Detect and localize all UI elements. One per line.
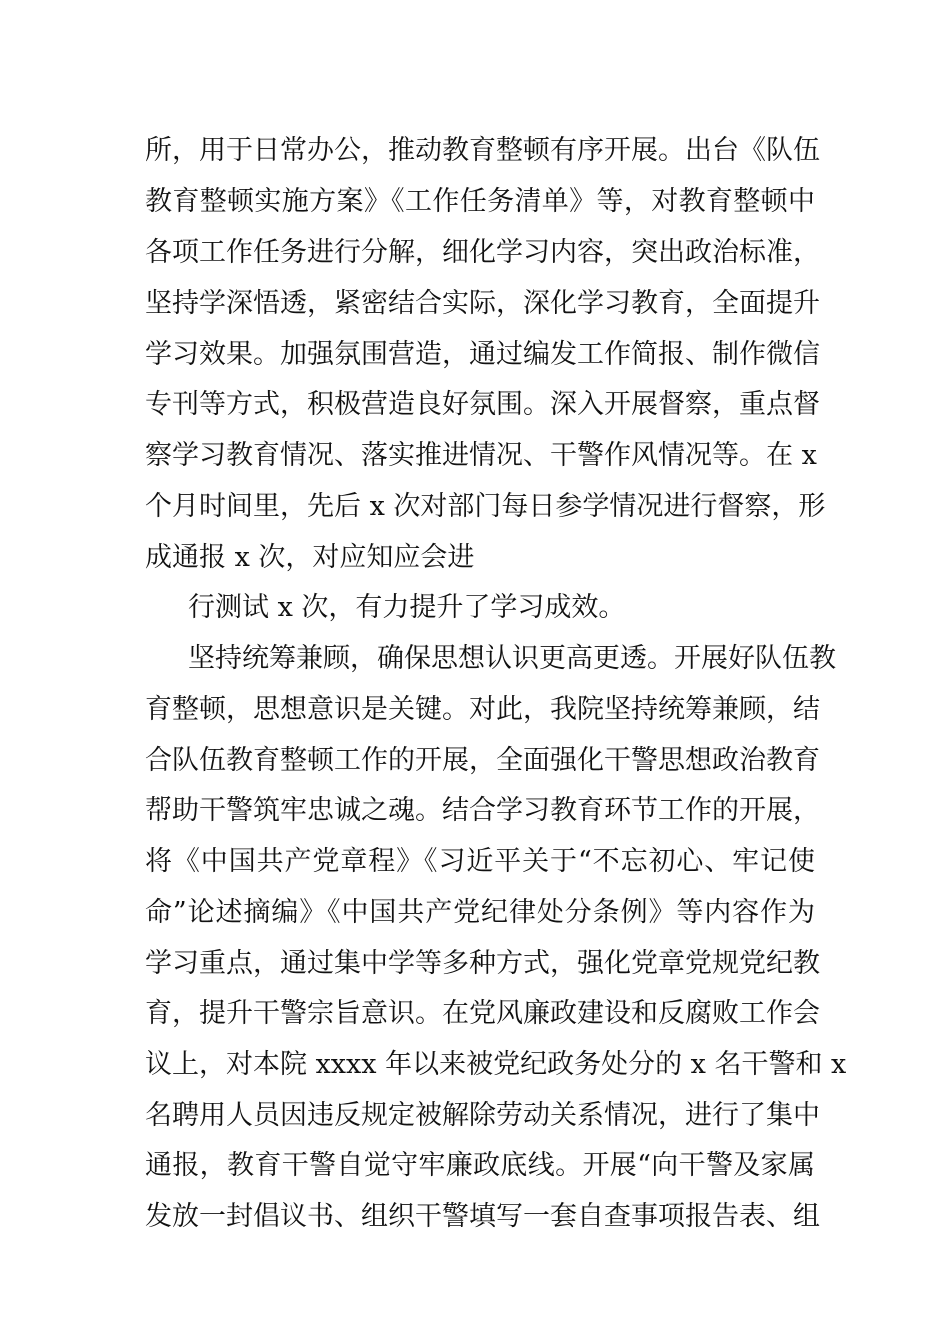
text-line: 发放一封倡议书、组织干警填写一套自查事项报告表、组: [145, 1201, 820, 1232]
text-line: 议上，对本院 xxxx 年以来被党纪政务处分的 x 名干警和 x: [145, 1049, 847, 1080]
text-line: 专刊等方式，积极营造良好氛围。深入开展督察，重点督: [145, 389, 820, 420]
text-line: 学习重点，通过集中学等多种方式，强化党章党规党纪教: [145, 948, 820, 979]
text-line: 将《中国共产党章程》《习近平关于“不忘初心、牢记使: [145, 846, 815, 877]
text-line: 各项工作任务进行分解，细化学习内容，突出政治标准，: [145, 237, 820, 268]
text-line: 坚持学深悟透，紧密结合实际，深化学习教育，全面提升: [145, 288, 820, 319]
text-line: 察学习教育情况、落实推进情况、干警作风情况等。在 x: [145, 440, 817, 471]
text-line: 所，用于日常办公，推动教育整顿有序开展。出台《队伍: [145, 135, 820, 166]
text-line: 合队伍教育整顿工作的开展，全面强化干警思想政治教育: [145, 745, 820, 776]
text-line: 育整顿，思想意识是关键。对此，我院坚持统筹兼顾，结: [145, 694, 820, 725]
text-line: 学习效果。加强氛围营造，通过编发工作简报、制作微信: [145, 339, 820, 370]
text-line: 帮助干警筑牢忠诚之魂。结合学习教育环节工作的开展，: [145, 795, 820, 826]
text-line: 成通报 x 次，对应知应会进: [145, 542, 475, 573]
text-line: 通报，教育干警自觉守牢廉政底线。开展“向干警及家属: [145, 1150, 815, 1181]
text-line: 行测试 x 次，有力提升了学习成效。: [188, 592, 626, 623]
text-line: 育，提升干警宗旨意识。在党风廉政建设和反腐败工作会: [145, 998, 820, 1029]
text-line: 个月时间里，先后 x 次对部门每日参学情况进行督察，形: [145, 491, 826, 522]
text-line: 教育整顿实施方案》《工作任务清单》等，对教育整顿中: [145, 186, 815, 217]
text-line: 命”论述摘编》《中国共产党纪律处分条例》等内容作为: [145, 897, 815, 928]
paragraph-start-line: 坚持统筹兼顾，确保思想认识更高更透。开展好队伍教: [188, 643, 836, 674]
text-line: 名聘用人员因违反规定被解除劳动关系情况，进行了集中: [145, 1100, 820, 1131]
